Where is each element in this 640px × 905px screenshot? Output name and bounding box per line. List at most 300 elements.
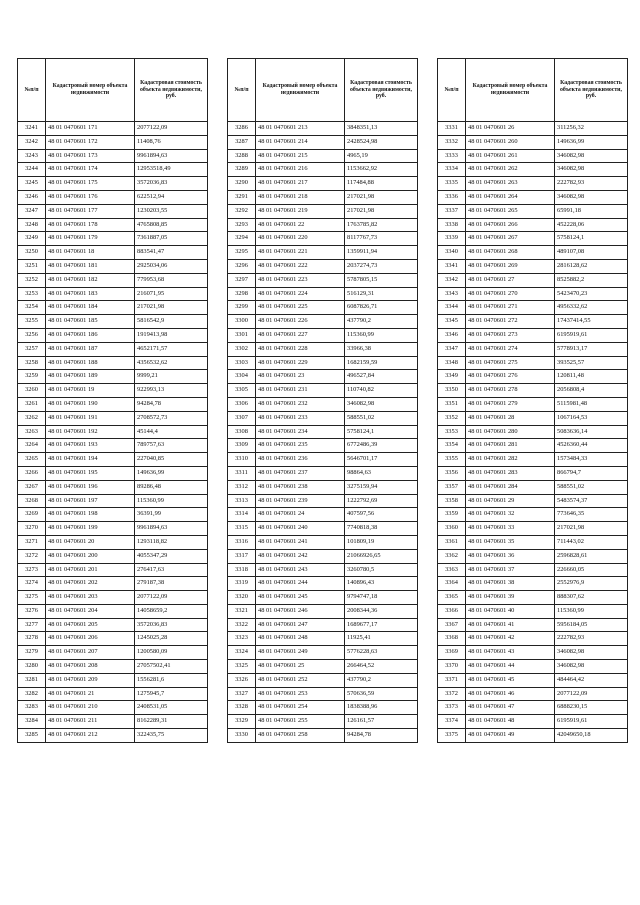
row-number: 3290: [228, 177, 256, 191]
cadastral-value: 117484,88: [345, 177, 418, 191]
row-number: 3265: [18, 453, 46, 467]
table-row: [228, 246, 418, 260]
cadastral-value: 110740,82: [345, 384, 418, 398]
row-number: 3362: [438, 549, 466, 563]
table-row: [18, 135, 208, 149]
cadastral-value: 1359911,94: [345, 246, 418, 260]
cadastral-number: 48 01 0470601 279: [466, 397, 555, 411]
table-row: [438, 315, 628, 329]
cadastral-number: 48 01 0470601 26: [466, 122, 555, 136]
cadastral-value: 622512,94: [135, 190, 208, 204]
header-cadastral-number: Кадастровый номер объекта недвижимости: [466, 59, 555, 122]
cadastral-value: 4526360,44: [555, 439, 628, 453]
cadastral-number: 48 01 0470601 197: [46, 494, 135, 508]
cadastral-value: 2596828,61: [555, 549, 628, 563]
cadastral-number: 48 01 0470601 274: [466, 342, 555, 356]
row-number: 3341: [438, 259, 466, 273]
row-number: 3339: [438, 232, 466, 246]
cadastral-value: 346082,98: [555, 163, 628, 177]
cadastral-number: 48 01 0470601 267: [466, 232, 555, 246]
row-number: 3366: [438, 604, 466, 618]
header-cadastral-value: Кадастровая стоимость объекта недвижимости, руб.: [345, 59, 418, 122]
cadastral-value: 1573484,33: [555, 453, 628, 467]
row-number: 3257: [18, 342, 46, 356]
cadastral-value: 2077122,09: [135, 591, 208, 605]
table-row: [438, 384, 628, 398]
row-number: 3340: [438, 246, 466, 260]
row-number: 3314: [228, 508, 256, 522]
table-row: [18, 370, 208, 384]
cadastral-value: 922993,13: [135, 384, 208, 398]
table-row: [18, 632, 208, 646]
row-number: 3261: [18, 397, 46, 411]
row-number: 3361: [438, 535, 466, 549]
row-number: 3353: [438, 425, 466, 439]
table-row: [438, 328, 628, 342]
cadastral-number: 48 01 0470601 44: [466, 660, 555, 674]
row-number: 3319: [228, 577, 256, 591]
table-row: [438, 122, 628, 136]
cadastral-value: 773646,35: [555, 508, 628, 522]
row-number: 3327: [228, 687, 256, 701]
table-row: [438, 425, 628, 439]
table-row: [438, 660, 628, 674]
cadastral-number: 48 01 0470601 269: [466, 259, 555, 273]
row-number: 3358: [438, 494, 466, 508]
cadastral-value: 1067164,53: [555, 411, 628, 425]
cadastral-value: 5115981,48: [555, 397, 628, 411]
table-row: [18, 328, 208, 342]
cadastral-value: 7361887,05: [135, 232, 208, 246]
cadastral-number: 48 01 0470601 204: [46, 604, 135, 618]
table-row: [18, 149, 208, 163]
cadastral-number: 48 01 0470601 201: [46, 563, 135, 577]
cadastral-number: 48 01 0470601 39: [466, 591, 555, 605]
row-number: 3356: [438, 466, 466, 480]
table-row: [18, 563, 208, 577]
cadastral-value: 3260780,5: [345, 563, 418, 577]
table-row: [228, 218, 418, 232]
row-number: 3292: [228, 204, 256, 218]
table-row: [438, 604, 628, 618]
cadastral-value: 4765808,85: [135, 218, 208, 232]
row-number: 3347: [438, 342, 466, 356]
table-row: [228, 646, 418, 660]
cadastral-value: 1293118,82: [135, 535, 208, 549]
cadastral-value: 5956184,05: [555, 618, 628, 632]
cadastral-value: 1153662,92: [345, 163, 418, 177]
cadastral-number: 48 01 0470601 194: [46, 453, 135, 467]
cadastral-value: 226660,05: [555, 563, 628, 577]
row-number: 3302: [228, 342, 256, 356]
cadastral-number: 48 01 0470601 191: [46, 411, 135, 425]
cadastral-value: 227040,85: [135, 453, 208, 467]
cadastral-value: 2708572,73: [135, 411, 208, 425]
table-row: [438, 591, 628, 605]
cadastral-number: 48 01 0470601 32: [466, 508, 555, 522]
cadastral-number: 48 01 0470601 198: [46, 508, 135, 522]
cadastral-number: 48 01 0470601 258: [256, 729, 345, 743]
header-num: №п/п: [18, 59, 46, 122]
cadastral-value: 484464,42: [555, 673, 628, 687]
row-number: 3280: [18, 660, 46, 674]
cadastral-value: 496527,84: [345, 370, 418, 384]
cadastral-number: 48 01 0470601 40: [466, 604, 555, 618]
cadastral-number: 48 01 0470601 36: [466, 549, 555, 563]
table-row: [228, 356, 418, 370]
table-row: [18, 397, 208, 411]
row-number: 3333: [438, 149, 466, 163]
table-row: [228, 425, 418, 439]
table-row: [228, 149, 418, 163]
table-row: [18, 535, 208, 549]
cadastral-value: 12953518,49: [135, 163, 208, 177]
table-row: [438, 342, 628, 356]
cadastral-value: 2428524,98: [345, 135, 418, 149]
cadastral-value: 1556281,6: [135, 673, 208, 687]
table-row: [18, 232, 208, 246]
table-row: [18, 315, 208, 329]
cadastral-number: 48 01 0470601 182: [46, 273, 135, 287]
row-number: 3304: [228, 370, 256, 384]
row-number: 3368: [438, 632, 466, 646]
table-header: [18, 59, 208, 122]
cadastral-number: 48 01 0470601 187: [46, 342, 135, 356]
row-number: 3338: [438, 218, 466, 232]
row-number: 3326: [228, 673, 256, 687]
table-row: [438, 397, 628, 411]
row-number: 3241: [18, 122, 46, 136]
cadastral-number: 48 01 0470601 223: [256, 273, 345, 287]
row-number: 3277: [18, 618, 46, 632]
row-number: 3317: [228, 549, 256, 563]
table-body: [18, 122, 208, 743]
cadastral-value: 36391,99: [135, 508, 208, 522]
row-number: 3343: [438, 287, 466, 301]
cadastral-value: 217021,98: [555, 522, 628, 536]
cadastral-number: 48 01 0470601 206: [46, 632, 135, 646]
table-row: [438, 646, 628, 660]
header-cadastral-number: Кадастровый номер объекта недвижимости: [256, 59, 345, 122]
cadastral-value: 65991,18: [555, 204, 628, 218]
cadastral-number: 48 01 0470601 249: [256, 646, 345, 660]
row-number: 3334: [438, 163, 466, 177]
cadastral-value: 6195919,61: [555, 328, 628, 342]
cadastral-number: 48 01 0470601 173: [46, 149, 135, 163]
row-number: 3260: [18, 384, 46, 398]
row-number: 3369: [438, 646, 466, 660]
row-number: 3299: [228, 301, 256, 315]
cadastral-number: 48 01 0470601 19: [46, 384, 135, 398]
row-number: 3357: [438, 480, 466, 494]
row-number: 3287: [228, 135, 256, 149]
cadastral-number: 48 01 0470601 203: [46, 591, 135, 605]
row-number: 3276: [18, 604, 46, 618]
cadastral-number: 48 01 0470601 260: [466, 135, 555, 149]
table-row: [228, 232, 418, 246]
cadastral-number: 48 01 0470601 45: [466, 673, 555, 687]
row-number: 3305: [228, 384, 256, 398]
cadastral-number: 48 01 0470601 254: [256, 701, 345, 715]
table-row: [438, 218, 628, 232]
cadastral-value: 311256,32: [555, 122, 628, 136]
cadastral-number: 48 01 0470601 186: [46, 328, 135, 342]
cadastral-value: 266464,52: [345, 660, 418, 674]
row-number: 3330: [228, 729, 256, 743]
cadastral-value: 276417,63: [135, 563, 208, 577]
register-table-2: [227, 58, 418, 743]
table-row: [18, 190, 208, 204]
row-number: 3297: [228, 273, 256, 287]
cadastral-number: 48 01 0470601 284: [466, 480, 555, 494]
row-number: 3363: [438, 563, 466, 577]
row-number: 3296: [228, 259, 256, 273]
cadastral-number: 48 01 0470601 181: [46, 259, 135, 273]
cadastral-value: 101809,19: [345, 535, 418, 549]
table-row: [228, 494, 418, 508]
row-number: 3279: [18, 646, 46, 660]
row-number: 3269: [18, 508, 46, 522]
row-number: 3348: [438, 356, 466, 370]
table-row: [228, 535, 418, 549]
cadastral-value: 346082,98: [555, 149, 628, 163]
header-num: №п/п: [438, 59, 466, 122]
cadastral-number: 48 01 0470601 43: [466, 646, 555, 660]
row-number: 3291: [228, 190, 256, 204]
row-number: 3309: [228, 439, 256, 453]
table-row: [228, 480, 418, 494]
cadastral-value: 3848351,13: [345, 122, 418, 136]
row-number: 3312: [228, 480, 256, 494]
cadastral-value: 149636,99: [135, 466, 208, 480]
cadastral-number: 48 01 0470601 215: [256, 149, 345, 163]
table-row: [438, 729, 628, 743]
row-number: 3308: [228, 425, 256, 439]
cadastral-value: 5083636,14: [555, 425, 628, 439]
row-number: 3311: [228, 466, 256, 480]
row-number: 3367: [438, 618, 466, 632]
cadastral-number: 48 01 0470601 208: [46, 660, 135, 674]
cadastral-number: 48 01 0470601 214: [256, 135, 345, 149]
cadastral-value: 216071,95: [135, 287, 208, 301]
table-row: [438, 232, 628, 246]
header-cadastral-value: Кадастровая стоимость объекта недвижимости, руб.: [555, 59, 628, 122]
table-row: [438, 480, 628, 494]
table-row: [18, 687, 208, 701]
table-row: [438, 259, 628, 273]
row-number: 3346: [438, 328, 466, 342]
table-row: [228, 715, 418, 729]
cadastral-value: 1763785,82: [345, 218, 418, 232]
cadastral-number: 48 01 0470601 268: [466, 246, 555, 260]
cadastral-number: 48 01 0470601 199: [46, 522, 135, 536]
cadastral-number: 48 01 0470601 21: [46, 687, 135, 701]
table-row: [438, 246, 628, 260]
cadastral-value: 89286,48: [135, 480, 208, 494]
cadastral-number: 48 01 0470601 213: [256, 122, 345, 136]
table-row: [18, 411, 208, 425]
cadastral-number: 48 01 0470601 253: [256, 687, 345, 701]
table-row: [228, 315, 418, 329]
cadastral-value: 98864,63: [345, 466, 418, 480]
cadastral-value: 2408531,05: [135, 701, 208, 715]
cadastral-value: 3572036,83: [135, 177, 208, 191]
row-number: 3282: [18, 687, 46, 701]
cadastral-value: 9794747,18: [345, 591, 418, 605]
table-row: [438, 522, 628, 536]
table-row: [18, 342, 208, 356]
cadastral-number: 48 01 0470601 231: [256, 384, 345, 398]
cadastral-value: 115360,99: [555, 604, 628, 618]
table-row: [438, 204, 628, 218]
cadastral-value: 5483574,37: [555, 494, 628, 508]
table-row: [438, 687, 628, 701]
cadastral-number: 48 01 0470601 270: [466, 287, 555, 301]
cadastral-value: 7740818,38: [345, 522, 418, 536]
row-number: 3266: [18, 466, 46, 480]
cadastral-number: 48 01 0470601 271: [466, 301, 555, 315]
row-number: 3284: [18, 715, 46, 729]
table-row: [438, 411, 628, 425]
cadastral-number: 48 01 0470601 172: [46, 135, 135, 149]
cadastral-value: 779953,68: [135, 273, 208, 287]
cadastral-number: 48 01 0470601 273: [466, 328, 555, 342]
cadastral-number: 48 01 0470601 239: [256, 494, 345, 508]
table-row: [18, 729, 208, 743]
row-number: 3372: [438, 687, 466, 701]
cadastral-number: 48 01 0470601 24: [256, 508, 345, 522]
row-number: 3254: [18, 301, 46, 315]
table-row: [228, 301, 418, 315]
table-row: [438, 632, 628, 646]
table-row: [228, 370, 418, 384]
cadastral-value: 2077122,09: [555, 687, 628, 701]
row-number: 3256: [18, 328, 46, 342]
cadastral-number: 48 01 0470601 190: [46, 397, 135, 411]
cadastral-value: 5816542,9: [135, 315, 208, 329]
cadastral-value: 1200580,09: [135, 646, 208, 660]
register-table-1: [17, 58, 208, 743]
cadastral-number: 48 01 0470601 225: [256, 301, 345, 315]
row-number: 3320: [228, 591, 256, 605]
row-number: 3263: [18, 425, 46, 439]
table-row: [18, 246, 208, 260]
cadastral-value: 8117767,73: [345, 232, 418, 246]
cadastral-number: 48 01 0470601 262: [466, 163, 555, 177]
cadastral-number: 48 01 0470601 229: [256, 356, 345, 370]
cadastral-number: 48 01 0470601 220: [256, 232, 345, 246]
table-row: [438, 287, 628, 301]
table-row: [228, 632, 418, 646]
cadastral-value: 588551,02: [345, 411, 418, 425]
table-row: [438, 618, 628, 632]
table-row: [18, 494, 208, 508]
header-num: №п/п: [228, 59, 256, 122]
cadastral-number: 48 01 0470601 20: [46, 535, 135, 549]
cadastral-value: 217021,98: [345, 190, 418, 204]
row-number: 3332: [438, 135, 466, 149]
cadastral-number: 48 01 0470601 42: [466, 632, 555, 646]
row-number: 3351: [438, 397, 466, 411]
row-number: 3262: [18, 411, 46, 425]
table-body: [228, 122, 418, 743]
cadastral-value: 9999,21: [135, 370, 208, 384]
cadastral-value: 322435,75: [135, 729, 208, 743]
row-number: 3300: [228, 315, 256, 329]
cadastral-value: 5778913,17: [555, 342, 628, 356]
table-row: [438, 549, 628, 563]
table-row: [438, 149, 628, 163]
cadastral-number: 48 01 0470601 241: [256, 535, 345, 549]
cadastral-value: 11408,76: [135, 135, 208, 149]
row-number: 3298: [228, 287, 256, 301]
cadastral-number: 48 01 0470601 272: [466, 315, 555, 329]
row-number: 3310: [228, 453, 256, 467]
row-number: 3250: [18, 246, 46, 260]
cadastral-value: 2037274,73: [345, 259, 418, 273]
cadastral-value: 9961894,63: [135, 522, 208, 536]
row-number: 3324: [228, 646, 256, 660]
table-row: [18, 453, 208, 467]
row-number: 3252: [18, 273, 46, 287]
table-row: [438, 508, 628, 522]
table-row: [228, 177, 418, 191]
cadastral-number: 48 01 0470601 189: [46, 370, 135, 384]
cadastral-value: 45144,4: [135, 425, 208, 439]
table-row: [228, 618, 418, 632]
table-row: [438, 466, 628, 480]
cadastral-value: 346082,98: [555, 660, 628, 674]
table-row: [438, 701, 628, 715]
row-number: 3337: [438, 204, 466, 218]
table-row: [228, 577, 418, 591]
cadastral-number: 48 01 0470601 278: [466, 384, 555, 398]
register-columns: [17, 58, 628, 743]
cadastral-number: 48 01 0470601 212: [46, 729, 135, 743]
row-number: 3259: [18, 370, 46, 384]
table-row: [228, 701, 418, 715]
table-row: [18, 122, 208, 136]
cadastral-value: 5787805,15: [345, 273, 418, 287]
cadastral-value: 4356532,62: [135, 356, 208, 370]
cadastral-value: 516129,31: [345, 287, 418, 301]
table-row: [18, 425, 208, 439]
cadastral-value: 570636,59: [345, 687, 418, 701]
cadastral-number: 48 01 0470601 263: [466, 177, 555, 191]
table-row: [18, 673, 208, 687]
table-row: [438, 273, 628, 287]
row-number: 3289: [228, 163, 256, 177]
table-row: [438, 494, 628, 508]
row-number: 3315: [228, 522, 256, 536]
row-number: 3251: [18, 259, 46, 273]
cadastral-number: 48 01 0470601 280: [466, 425, 555, 439]
row-number: 3268: [18, 494, 46, 508]
cadastral-number: 48 01 0470601 228: [256, 342, 345, 356]
cadastral-value: 1682159,59: [345, 356, 418, 370]
cadastral-value: 5758124,1: [345, 425, 418, 439]
row-number: 3329: [228, 715, 256, 729]
table-row: [228, 328, 418, 342]
table-row: [438, 177, 628, 191]
table-row: [18, 466, 208, 480]
cadastral-value: 11925,41: [345, 632, 418, 646]
cadastral-value: 42049650,18: [555, 729, 628, 743]
cadastral-number: 48 01 0470601 216: [256, 163, 345, 177]
cadastral-value: 4965,19: [345, 149, 418, 163]
cadastral-value: 4956332,62: [555, 301, 628, 315]
cadastral-number: 48 01 0470601 196: [46, 480, 135, 494]
